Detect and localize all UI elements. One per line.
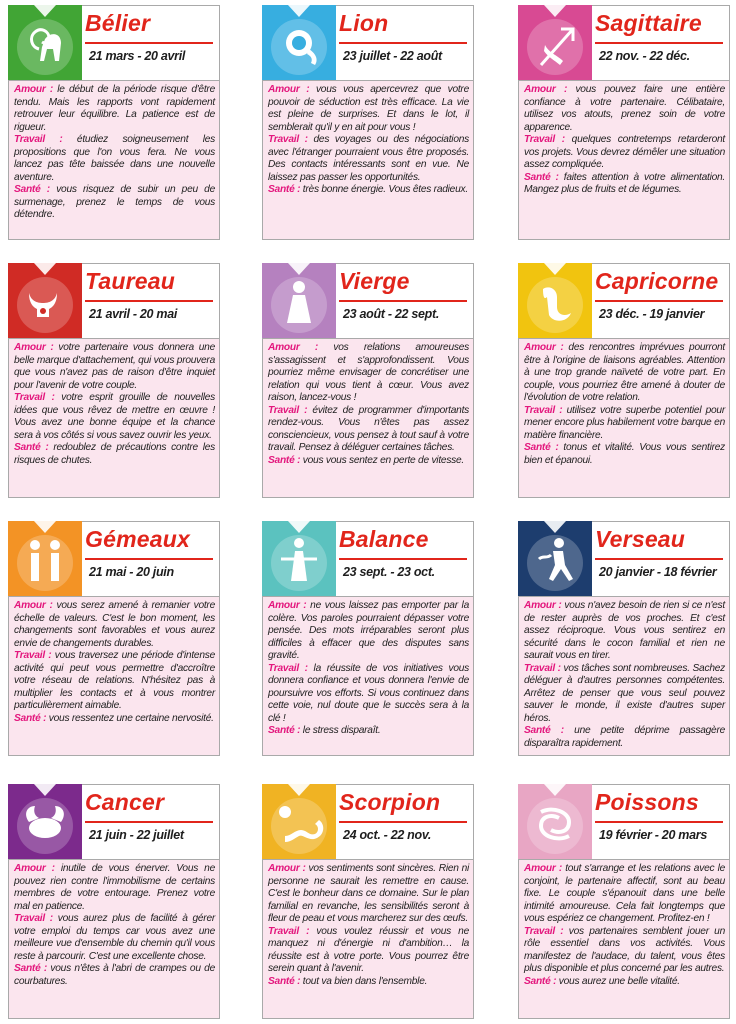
section-label: Amour : <box>14 863 55 874</box>
maiden-icon <box>262 263 336 339</box>
sign-header <box>518 784 730 860</box>
section-text: évitez de programmer d'importants rendez-vous. Vous n'êtes pas assez consciencieux, vous pensez à tout sauf à votre travail. Pensez à déléguer certaines tâches. <box>268 404 470 454</box>
section-text: très bonne énergie. Vous êtes radieux. <box>300 184 468 196</box>
section-text: le début de la période risque d'être tendu. Mais les rapports vont rapidement retrouver leur équilibre. La patience est de rigueur. <box>14 84 215 133</box>
sign-name: Taureau <box>85 268 176 294</box>
sign-header <box>518 263 730 339</box>
sign-card-verseau <box>518 521 730 756</box>
sign-card-lion <box>262 5 474 240</box>
section-text: une petite déprime passagère disparaîtra rapidement. <box>524 725 726 750</box>
sign-header <box>8 521 220 597</box>
section-text: vous voulez réussir et vous ne manquez ni d'énergie ni d'ambition… la réussite est à votre porte. Vous pourrez être serein quant à l'avenir. <box>268 925 469 975</box>
section-label: Santé : <box>524 975 557 987</box>
forecast-text <box>262 859 474 1019</box>
sign-name: Vierge <box>339 268 410 294</box>
sign-dates: 19 février - 20 mars <box>599 828 707 842</box>
sign-card-cancer <box>8 784 220 1019</box>
section-label: Amour : <box>268 84 310 95</box>
twins-icon <box>8 521 82 597</box>
section-text: vous vous sentez en perte de vitesse. <box>300 454 465 466</box>
section-text: vous n'êtes à l'abri de crampes ou de courbatures. <box>14 963 215 987</box>
forecast-section <box>524 172 725 197</box>
sign-dates: 24 oct. - 22 nov. <box>343 828 431 842</box>
crab-icon <box>8 784 82 860</box>
archer-icon <box>518 5 592 81</box>
forecast-section <box>268 84 469 134</box>
ram-icon <box>8 5 82 81</box>
forecast-section <box>14 134 215 184</box>
section-text: quelques contretemps retarderont vos projets. Vous devrez démêler une situation assez compliquée. <box>524 134 725 171</box>
forecast-section <box>268 976 469 989</box>
sign-name: Bélier <box>85 10 151 36</box>
section-label: Travail : <box>268 134 308 146</box>
section-label: Amour : <box>268 342 319 353</box>
forecast-section <box>14 392 215 442</box>
section-text: vous pouvez faire une entière confiance à votre partenaire. Célibataire, utilisez vos atouts, prenez soin de votre apparence. <box>524 84 725 133</box>
title-rule <box>85 300 213 302</box>
sign-header <box>8 5 220 81</box>
section-text: vous aurez plus de facilité à gérer votre emploi du temps car vous avez une meilleure vue d'ensemble du chemin qu'il vous reste à parcourir. C'est une excellente chose. <box>14 913 215 962</box>
forecast-section <box>524 663 725 726</box>
section-text: redoublez de précautions contre les risques de chutes. <box>14 442 216 466</box>
section-text: tout s'arrange et les relations avec le conjoint, le partenaire affectif, sont au beau fixe. Le couple s'épanouit dans une belle intimité amoureuse. Cela fait longtemps que vous espériez ce changement. Profitez-en ! <box>524 863 725 925</box>
sign-name: Cancer <box>85 789 165 815</box>
section-text: votre esprit grouille de nouvelles idées que vous rêvez de mettre en œuvre ! Vous avez une bonne équipe et la chance sera à vos côtés si vous savez ouvrir les yeux. <box>14 392 215 441</box>
section-text: faites attention à votre alimentation. Mangez plus de fruits et de légumes. <box>524 171 725 196</box>
title-rule <box>85 821 213 823</box>
scorpion-icon <box>262 784 336 860</box>
sign-dates: 23 août - 22 sept. <box>343 307 440 321</box>
section-text: vous risquez de subir un peu de surmenage, prenez le temps de vous détendre. <box>14 184 216 221</box>
forecast-section <box>14 600 215 650</box>
forecast-section <box>524 600 725 663</box>
section-label: Santé : <box>14 442 49 454</box>
goat-icon <box>518 263 592 339</box>
forecast-section <box>268 725 469 738</box>
sign-name: Gémeaux <box>85 526 190 552</box>
title-rule <box>339 300 467 302</box>
section-label: Amour : <box>14 84 53 95</box>
section-label: Santé : <box>268 184 301 196</box>
section-text: ne vous laissez pas emporter par la colère. Vos paroles pourraient dépasser votre pensée. Des mots irréparables seront plus difficiles à effacer que des disputes sans gravité. <box>268 600 469 662</box>
forecast-text <box>8 859 220 1019</box>
sign-name: Poissons <box>595 789 699 815</box>
forecast-section <box>524 725 725 750</box>
sign-dates: 23 juillet - 22 août <box>343 49 442 63</box>
section-text: vous serez amené à remanier votre échelle de valeurs. C'est le bon moment, les changements sont favorables et vous aurez envie de changements durables. <box>14 600 215 649</box>
forecast-section <box>14 442 215 467</box>
section-label: Amour : <box>268 600 307 611</box>
forecast-section <box>268 405 469 455</box>
section-label: Travail : <box>268 662 308 674</box>
title-rule <box>595 821 723 823</box>
forecast-section <box>524 863 725 926</box>
sign-header <box>8 784 220 860</box>
section-label: Santé : <box>14 963 48 975</box>
title-rule <box>595 558 723 560</box>
forecast-section <box>524 84 725 134</box>
section-text: vos sentiments sont sincères. Rien ni personne ne saurait les remettre en cause. C'est le bonheur dans ce domaine. Sur le plan familial en revanche, les sensibilités seront à fleur de peau et vous marcherez sur des œufs. <box>268 863 469 925</box>
section-text: vous traversez une période d'intense activité qui peut vous permettre d'accroître votre réseau de relations. N'hésitez pas à multiplier les contacts et à vous montrer particulièrement aimable. <box>14 650 215 712</box>
section-label: Amour : <box>14 600 53 611</box>
forecast-text <box>8 596 220 756</box>
sign-dates: 21 avril - 20 mai <box>89 307 178 321</box>
section-text: la réussite de vos initiatives vous donnera confiance et vous donnera l'envie de poursuivre vos efforts. Si vous continuez dans cette voie, nul doute que le succès sera à la clé ! <box>268 662 470 724</box>
title-rule <box>339 821 467 823</box>
section-text: inutile de vous énerver. Vous ne pouvez rien contre l'immobilisme de certains membres de votre entourage. Prenez votre mal en patience. <box>14 863 215 912</box>
section-text: vous ressentez une certaine nervosité. <box>46 712 214 724</box>
sign-dates: 21 juin - 22 juillet <box>89 828 184 842</box>
forecast-section <box>524 342 725 405</box>
forecast-section <box>268 455 469 468</box>
title-rule <box>85 42 213 44</box>
forecast-text <box>262 596 474 756</box>
section-label: Travail : <box>524 404 563 416</box>
sign-name: Scorpion <box>339 789 441 815</box>
sign-card-sagittaire <box>518 5 730 240</box>
fish-icon <box>518 784 592 860</box>
section-text: des voyages ou des négociations avec l'étranger pourraient vous être proposés. Des contacts intéressants sont en vue. Ne laissez pas passer les opportunités. <box>268 134 469 183</box>
sign-dates: 22 nov. - 22 déc. <box>599 49 690 63</box>
sign-card-scorpion <box>262 784 474 1019</box>
forecast-text <box>518 80 730 240</box>
section-label: Santé : <box>14 712 47 724</box>
sign-card-gemeaux <box>8 521 220 756</box>
forecast-section <box>14 84 215 134</box>
section-label: Travail : <box>14 134 63 146</box>
bull-icon <box>8 263 82 339</box>
title-rule <box>339 558 467 560</box>
sign-name: Lion <box>339 10 389 36</box>
section-label: Santé : <box>268 975 301 987</box>
section-label: Amour : <box>524 342 564 353</box>
section-text: tonus et vitalité. Vous vous sentirez bien et épanoui. <box>524 442 726 466</box>
section-label: Amour : <box>524 84 568 95</box>
sign-header <box>8 263 220 339</box>
section-text: le stress disparaît. <box>300 725 381 737</box>
forecast-section <box>268 926 469 976</box>
section-label: Travail : <box>14 392 55 404</box>
forecast-section <box>268 134 469 184</box>
forecast-section <box>524 134 725 172</box>
sign-card-taureau <box>8 263 220 498</box>
forecast-section <box>268 184 469 197</box>
sign-card-capricorne <box>518 263 730 498</box>
sign-dates: 23 sept. - 23 oct. <box>343 565 435 579</box>
forecast-section <box>268 342 469 405</box>
section-label: Santé : <box>268 454 301 466</box>
section-text: vous vous apercevrez que votre pouvoir de séduction est très efficace. La vie est pleine de surprises. Et dans le lot, il semblerait qu'il y en ait pour vous ! <box>268 84 469 133</box>
section-label: Travail : <box>14 913 53 925</box>
lion-icon <box>262 5 336 81</box>
sign-name: Balance <box>339 526 429 552</box>
forecast-text <box>518 596 730 756</box>
section-label: Amour : <box>524 600 562 611</box>
section-text: étudiez soigneusement les propositions que l'on vous fera. Ne vous lancez pas tête baissée dans une nouvelle aventure. <box>14 134 215 183</box>
title-rule <box>85 558 213 560</box>
forecast-section <box>14 650 215 713</box>
forecast-section <box>14 184 215 222</box>
sign-header <box>262 784 474 860</box>
section-text: votre partenaire vous donnera une belle marque d'attachement, qui vous prouvera que vous n'avez pas de raison d'être inquiet pour l'avenir de votre couple. <box>14 342 215 391</box>
section-label: Amour : <box>268 863 306 874</box>
forecast-section <box>524 405 725 443</box>
section-label: Travail : <box>524 925 564 937</box>
forecast-text <box>8 338 220 498</box>
sign-dates: 21 mars - 20 avril <box>89 49 186 63</box>
section-text: utilisez votre superbe potentiel pour mener encore plus habilement votre barque en matière financière. <box>524 404 725 441</box>
section-text: vos tâches sont nombreuses. Sachez déléguer à d'autres personnes compétentes. Arrêtez de penser que vous seul pouvez sauver le monde, il existe d'autres super héros. <box>524 662 725 724</box>
sign-dates: 21 mai - 20 juin <box>89 565 174 579</box>
forecast-text <box>262 338 474 498</box>
sign-card-balance <box>262 521 474 756</box>
section-text: vous n'avez besoin de rien si ce n'est de rester auprès de vos proches. Et c'est assez réciproque. Vous vous sentirez en sécurité dans le cocon familial et rien ne saurait vous en tirer. <box>524 600 725 662</box>
section-label: Santé : <box>14 184 50 196</box>
section-text: tout va bien dans l'ensemble. <box>300 975 428 987</box>
sign-header <box>262 5 474 81</box>
section-label: Santé : <box>268 725 301 737</box>
sign-header <box>262 521 474 597</box>
title-rule <box>339 42 467 44</box>
title-rule <box>595 42 723 44</box>
section-label: Travail : <box>524 134 565 146</box>
forecast-section <box>268 600 469 663</box>
forecast-section <box>14 863 215 913</box>
section-text: vos partenaires semblent jouer un rôle essentiel dans vos activités. Vous manifestez de l'audace, du talent, vous êtes plus disponible et plus concerné par les autres. <box>524 925 726 975</box>
section-label: Travail : <box>268 925 310 937</box>
sign-header <box>262 263 474 339</box>
sign-header <box>518 521 730 597</box>
forecast-text <box>8 80 220 240</box>
section-label: Travail : <box>524 662 561 674</box>
forecast-section <box>268 663 469 726</box>
sign-dates: 20 janvier - 18 février <box>599 565 717 579</box>
forecast-text <box>262 80 474 240</box>
section-text: vos relations amoureuses s'assagissent et s'approfondissent. Vous pourriez même envisager de concrétiser une relation qui vous tient à cœur. Vous avez raison, lancez-vous ! <box>268 342 469 404</box>
sign-name: Verseau <box>595 526 686 552</box>
sign-card-belier <box>8 5 220 240</box>
forecast-section <box>14 913 215 963</box>
forecast-section <box>14 342 215 392</box>
forecast-section <box>14 713 215 726</box>
forecast-section <box>14 963 215 988</box>
section-label: Santé : <box>524 725 564 737</box>
scales-icon <box>262 521 336 597</box>
sign-name: Sagittaire <box>595 10 702 36</box>
section-text: vous aurez une belle vitalité. <box>556 975 680 987</box>
forecast-section <box>524 976 725 989</box>
section-label: Travail : <box>268 404 308 416</box>
section-text: des rencontres imprévues pourront être à l'origine de liaisons agréables. Attention à une trop grande naïveté de votre part. En couple, vous pourriez être amené à douter de l'évolution de votre relation. <box>524 342 725 404</box>
sign-name: Capricorne <box>595 268 719 294</box>
section-label: Amour : <box>14 342 54 353</box>
sign-card-vierge <box>262 263 474 498</box>
water-bearer-icon <box>518 521 592 597</box>
section-label: Amour : <box>524 863 562 874</box>
sign-header <box>518 5 730 81</box>
forecast-section <box>524 926 725 976</box>
sign-card-poissons <box>518 784 730 1019</box>
section-label: Santé : <box>524 171 559 183</box>
forecast-section <box>524 442 725 467</box>
sign-dates: 23 déc. - 19 janvier <box>599 307 705 321</box>
forecast-text <box>518 338 730 498</box>
title-rule <box>595 300 723 302</box>
forecast-section <box>268 863 469 926</box>
forecast-text <box>518 859 730 1019</box>
section-label: Santé : <box>524 442 559 454</box>
section-label: Travail : <box>14 650 52 662</box>
